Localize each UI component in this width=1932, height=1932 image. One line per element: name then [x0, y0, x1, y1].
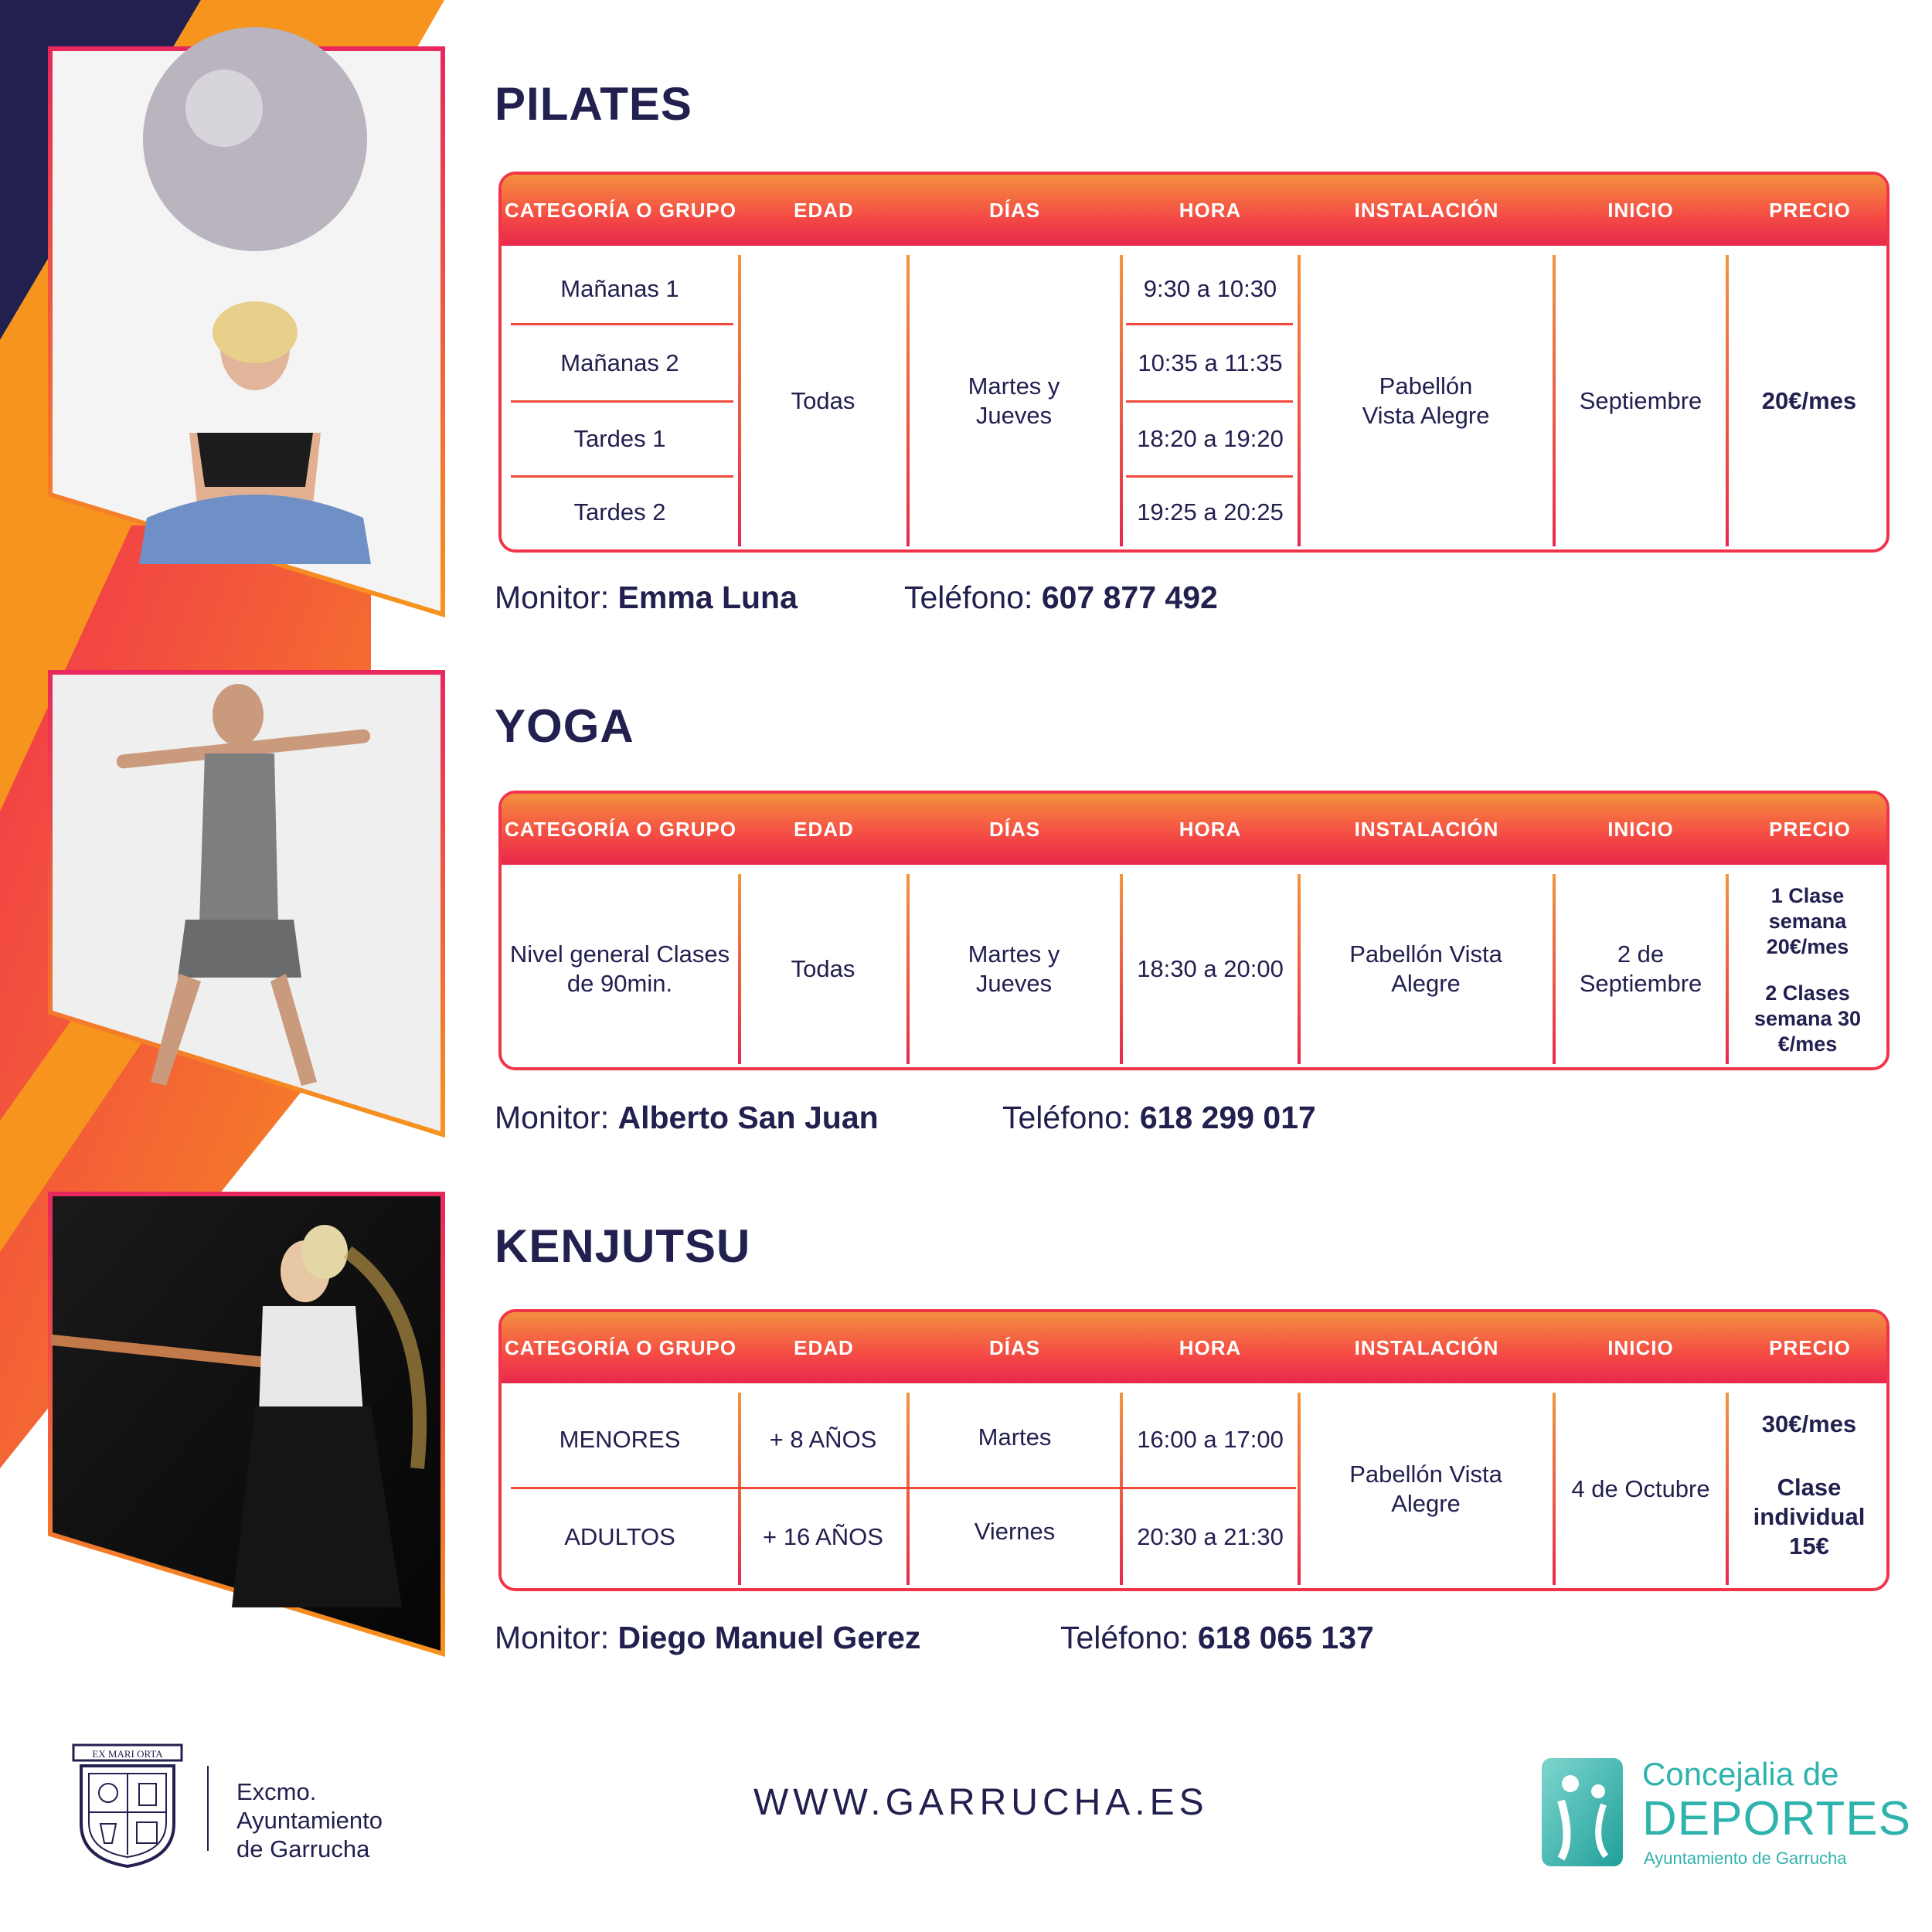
- header-price: PRECIO: [1769, 1336, 1851, 1359]
- yoga-hours: 18:30 a 20:00: [1137, 955, 1284, 982]
- header-age: EDAD: [794, 1336, 854, 1359]
- yoga-price-1: 1 Clase semana 20€/mes: [1766, 883, 1849, 958]
- pilates-table: [498, 172, 1889, 553]
- dept-line2: DEPORTES: [1642, 1792, 1911, 1845]
- crest-icon: [66, 1739, 189, 1870]
- monitor-label: Monitor:: [495, 1100, 610, 1135]
- phone-label: Teléfono:: [1002, 1100, 1131, 1135]
- kenjutsu-table: [498, 1309, 1889, 1591]
- yoga-days: Martes y Jueves: [968, 940, 1060, 997]
- pilates-hours: 9:30 a 10:30: [1143, 275, 1277, 302]
- header-category: CATEGORÍA O GRUPO: [504, 1336, 737, 1359]
- header-hours: HORA: [1179, 1336, 1242, 1359]
- monitor-name: Diego Manuel Gerez: [617, 1620, 921, 1655]
- header-price: PRECIO: [1769, 818, 1851, 841]
- header-start: INICIO: [1607, 199, 1674, 222]
- kenjutsu-age: + 8 AÑOS: [769, 1426, 877, 1453]
- pilates-hours: 10:35 a 11:35: [1138, 349, 1283, 376]
- kenjutsu-hours: 20:30 a 21:30: [1137, 1523, 1284, 1550]
- kenjutsu-title: KENJUTSU: [495, 1220, 751, 1272]
- sports-dept-logo-icon: [1538, 1754, 1627, 1870]
- crest-motto: EX MARI ORTA: [92, 1748, 163, 1760]
- pilates-venue: Pabellón Vista Alegre: [1362, 372, 1490, 429]
- header-hours: HORA: [1179, 199, 1242, 222]
- monitor-label: Monitor:: [495, 1620, 610, 1655]
- kenjutsu-start: 4 de Octubre: [1571, 1475, 1710, 1502]
- header-category: CATEGORÍA O GRUPO: [504, 818, 737, 841]
- yoga-venue: Pabellón Vista Alegre: [1349, 940, 1502, 997]
- header-venue: INSTALACIÓN: [1354, 1336, 1499, 1359]
- dept-line3: Ayuntamiento de Garrucha: [1644, 1849, 1847, 1868]
- kenjutsu-days: Viernes: [974, 1518, 1056, 1545]
- header-price: PRECIO: [1769, 199, 1851, 222]
- header-start: INICIO: [1607, 818, 1674, 841]
- kenjutsu-days: Martes: [978, 1423, 1052, 1451]
- yoga-price-2: 2 Clases semana 30 €/mes: [1753, 981, 1862, 1056]
- header-days: DÍAS: [988, 199, 1041, 222]
- kenjutsu-price-1: 30€/mes: [1761, 1410, 1857, 1437]
- pilates-category: Mañanas 2: [560, 349, 679, 376]
- header-days: DÍAS: [988, 818, 1041, 841]
- yoga-title: YOGA: [495, 700, 634, 752]
- header-age: EDAD: [794, 818, 854, 841]
- phone-number: 618 299 017: [1139, 1100, 1316, 1135]
- monitor-name: Alberto San Juan: [617, 1100, 879, 1135]
- yoga-monitor-line: [495, 1100, 879, 1136]
- header-days: DÍAS: [988, 1336, 1041, 1359]
- council-line2: Ayuntamiento: [236, 1807, 383, 1834]
- kenjutsu-hours: 16:00 a 17:00: [1137, 1426, 1284, 1453]
- phone-label: Teléfono:: [1060, 1620, 1189, 1655]
- yoga-age: Todas: [791, 955, 855, 982]
- kenjutsu-category: MENORES: [559, 1426, 681, 1453]
- website-link[interactable]: WWW.GARRUCHA.ES: [753, 1782, 1209, 1823]
- kenjutsu-venue: Pabellón Vista Alegre: [1349, 1460, 1502, 1517]
- header-hours: HORA: [1179, 818, 1242, 841]
- yoga-phone-line: [1002, 1100, 1316, 1136]
- pilates-category: Mañanas 1: [560, 275, 679, 302]
- pilates-category: Tardes 1: [573, 425, 666, 452]
- kenjutsu-age: + 16 AÑOS: [763, 1523, 883, 1550]
- pilates-monitor-line: [495, 580, 798, 616]
- phone-label: Teléfono:: [904, 580, 1033, 615]
- kenjutsu-monitor-line: [495, 1620, 920, 1656]
- dept-line1: Concejalia de: [1642, 1756, 1839, 1792]
- pilates-days: Martes y Jueves: [968, 372, 1060, 429]
- pilates-phone-line: [904, 580, 1218, 616]
- pilates-hours: 18:20 a 19:20: [1137, 425, 1284, 452]
- pilates-category: Tardes 2: [573, 498, 666, 526]
- monitor-name: Emma Luna: [617, 580, 798, 615]
- header-start: INICIO: [1607, 1336, 1674, 1359]
- pilates-title: PILATES: [495, 78, 692, 130]
- kenjutsu-price-2: Clase individual 15€: [1753, 1474, 1866, 1560]
- kenjutsu-category: ADULTOS: [564, 1523, 675, 1550]
- yoga-start: 2 de Septiembre: [1579, 940, 1702, 997]
- yoga-table: [498, 791, 1889, 1070]
- header-venue: INSTALACIÓN: [1354, 818, 1499, 841]
- monitor-label: Monitor:: [495, 580, 610, 615]
- pilates-age: Todas: [791, 386, 855, 414]
- pilates-hours: 19:25 a 20:25: [1137, 498, 1284, 526]
- header-age: EDAD: [794, 199, 854, 222]
- header-category: CATEGORÍA O GRUPO: [504, 199, 737, 222]
- header-venue: INSTALACIÓN: [1354, 199, 1499, 222]
- pilates-price: 20€/mes: [1761, 386, 1857, 414]
- footer-divider: [207, 1766, 209, 1851]
- council-line1: Excmo.: [236, 1778, 317, 1805]
- kenjutsu-phone-line: [1060, 1620, 1374, 1656]
- phone-number: 607 877 492: [1041, 580, 1218, 615]
- pilates-start: Septiembre: [1579, 386, 1702, 414]
- yoga-category: Nivel general Clases de 90min.: [509, 940, 730, 997]
- phone-number: 618 065 137: [1197, 1620, 1374, 1655]
- council-line3: de Garrucha: [236, 1835, 370, 1862]
